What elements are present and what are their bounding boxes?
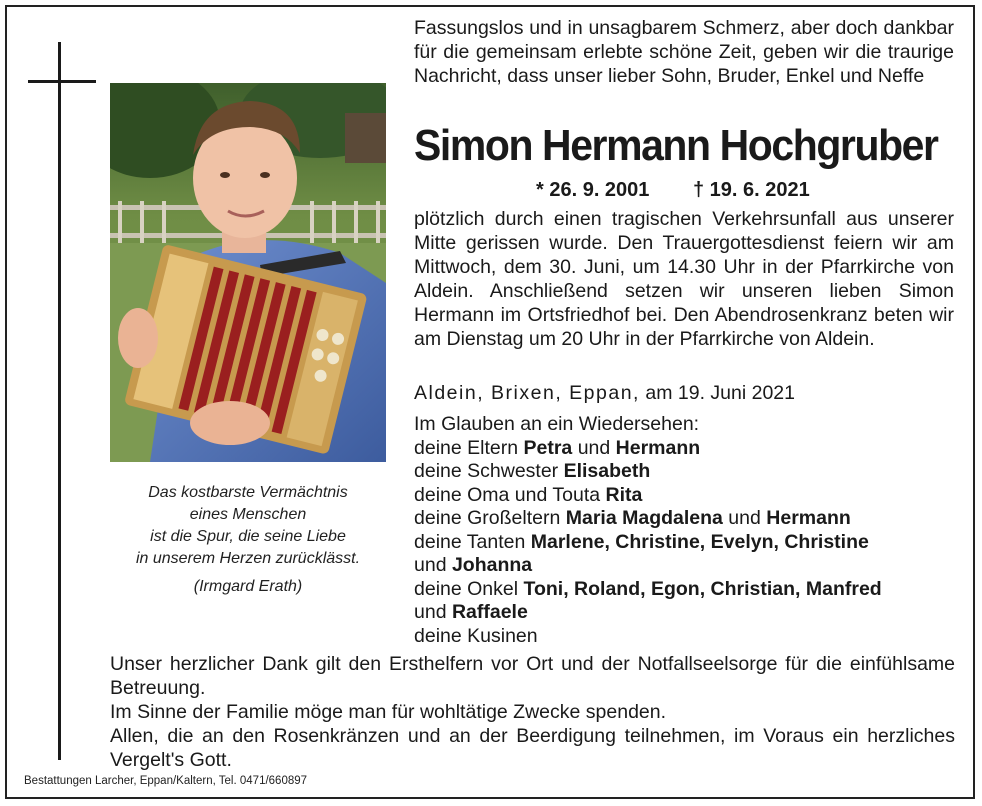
mourner-row: und Johanna [414,554,533,576]
portrait-photo [110,83,386,462]
memorial-quote [108,482,388,598]
mourner-row: deine Oma und Touta Rita [414,483,643,506]
funeral-home-footer: Bestattungen Larcher, Eppan/Kaltern, Tel. 0471/660897 [24,775,308,787]
mourners-list [414,413,959,648]
life-dates [536,176,836,204]
quote-line: eines Menschen [189,506,307,523]
quote-line: ist die Spur, die seine Liebe [150,528,346,545]
intro-text: Fassungslos und in unsagbarem Schmerz, aber doch dankbar für die gemeinsam erlebte schöne Zeit, geben wir die traurige Nachricht, dass unser lieber Sohn, Bruder, Enkel und Neffe [414,17,954,87]
death-date: † 19. 6. 2021 [693,179,810,201]
quote-line: in unserem Herzen zurücklässt. [135,550,361,567]
closing-text [110,652,955,772]
announcement-date: am 19. Juni 2021 [645,382,795,404]
cross-icon [58,42,61,760]
thanks-paragraph: Unser herzlicher Dank gilt den Ersthelfern vor Ort und der Notfallseelsorge für die einfühlsame Betreuung. [110,653,955,699]
mourner-row: deine Eltern Petra und Hermann [414,436,701,459]
quote-line: Das kostbarste Vermächtnis [148,484,348,501]
mourner-row: deine Schwester Elisabeth [414,460,651,482]
mourner-row: und Raffaele [414,601,528,623]
cross-icon-bar [28,80,96,83]
deceased-name: Simon Hermann Hochgruber [414,121,938,170]
mourner-row: deine Kusinen [414,624,538,647]
locations: Aldein, Brixen, Eppan, [414,382,640,404]
mourner-row: deine Onkel Toni, Roland, Egon, Christian, Manfred [414,577,882,600]
quote-author: (Irmgard Erath) [193,578,303,595]
gratitude-paragraph: Allen, die an den Rosenkränzen und an der Beerdigung teilnehmen, im Voraus ein herzliches Vergelt's Gott. [110,725,955,771]
mourner-row: deine Tanten Marlene, Christine, Evelyn, Christine [414,530,869,553]
birth-date: * 26. 9. 2001 [536,179,650,201]
place-date-line [414,381,954,405]
mourner-row: Im Glauben an ein Wiedersehen: [414,413,700,435]
announcement-text: plötzlich durch einen tragischen Verkehrsunfall aus unserer Mitte gerissen wurde. Den Trauergottesdienst feiern wir am Mittwoch, dem 30. Juni, um 14.30 Uhr in der Pfarrkirche von Aldein. Anschließend setzen wir unseren lieben Simon Hermann im Ortsfriedhof bei. Den Abendrosenkranz beten wir am Dienstag um 20 Uhr in der Pfarrkirche von Aldein. [414,208,954,350]
mourner-row: deine Großeltern Maria Magdalena und Hermann [414,507,851,529]
donation-paragraph: Im Sinne der Familie möge man für wohltätige Zwecke spenden. [110,701,667,723]
